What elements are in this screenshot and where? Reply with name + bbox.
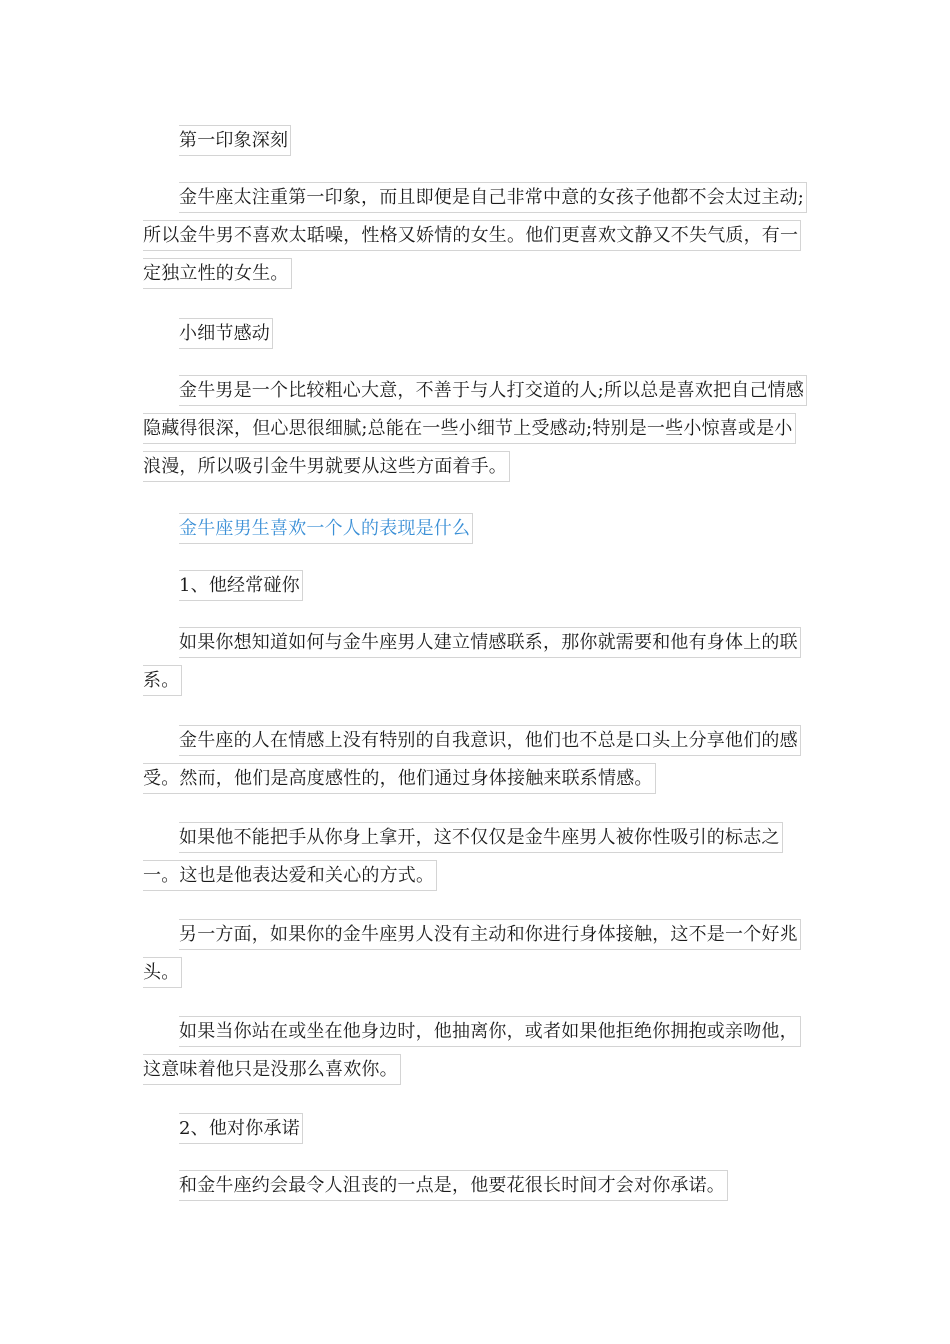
paragraph-small-details bbox=[143, 372, 807, 486]
paragraph-text: 如果你想知道如何与金牛座男人建立情感联系，那你就需要和他有身体上的联系。 bbox=[143, 627, 801, 696]
paragraph-text: 如果当你站在或坐在他身边时，他抽离你，或者如果他拒绝你拥抱或亲吻他，这意味着他只是没那么喜欢你。 bbox=[143, 1016, 801, 1085]
paragraph-text: 金牛座的人在情感上没有特别的自我意识，他们也不总是口头上分享他们的感受。然而，他们是高度感性的，他们通过身体接触来联系情感。 bbox=[143, 725, 801, 794]
paragraph-text: 和金牛座约会最令人沮丧的一点是，他要花很长时间才会对你承诺。 bbox=[179, 1170, 728, 1201]
paragraph-text: 1、他经常碰你 bbox=[179, 570, 303, 601]
paragraph-emotional-awareness bbox=[143, 722, 807, 798]
paragraph-text: 2、他对你承诺 bbox=[179, 1113, 303, 1144]
paragraph-text: 金牛座太注重第一印象，而且即便是自己非常中意的女孩子他都不会太过主动;所以金牛男不喜欢太聒噪，性格又娇情的女生。他们更喜欢文静又不失气质，有一定独立性的女生。 bbox=[143, 182, 807, 289]
paragraph-physical-connection bbox=[143, 624, 807, 700]
section-heading-first-impression bbox=[143, 122, 807, 160]
paragraph-text: 另一方面，如果你的金牛座男人没有主动和你进行身体接触，这不是一个好兆头。 bbox=[143, 919, 801, 988]
paragraph-hands-off bbox=[143, 819, 807, 895]
paragraph-text: 第一印象深刻 bbox=[179, 125, 291, 156]
article-link-text[interactable]: 金牛座男生喜欢一个人的表现是什么 bbox=[179, 513, 473, 544]
section-heading-small-details bbox=[143, 315, 807, 353]
section-heading-commits bbox=[143, 1110, 807, 1148]
paragraph-text: 小细节感动 bbox=[179, 318, 273, 349]
paragraph-no-contact bbox=[143, 916, 807, 992]
article-link-heading[interactable] bbox=[143, 510, 807, 548]
section-heading-touches-you bbox=[143, 567, 807, 605]
paragraph-pulls-away bbox=[143, 1013, 807, 1089]
paragraph-commitment bbox=[143, 1167, 807, 1205]
paragraph-text: 如果他不能把手从你身上拿开，这不仅仅是金牛座男人被你性吸引的标志之一。这也是他表达爱和关心的方式。 bbox=[143, 822, 783, 891]
paragraph-first-impression bbox=[143, 179, 807, 293]
paragraph-text: 金牛男是一个比较粗心大意，不善于与人打交道的人;所以总是喜欢把自己情感隐藏得很深，但心思很细腻;总能在一些小细节上受感动;特别是一些小惊喜或是小浪漫，所以吸引金牛男就要从这些方面着手。 bbox=[143, 375, 807, 482]
